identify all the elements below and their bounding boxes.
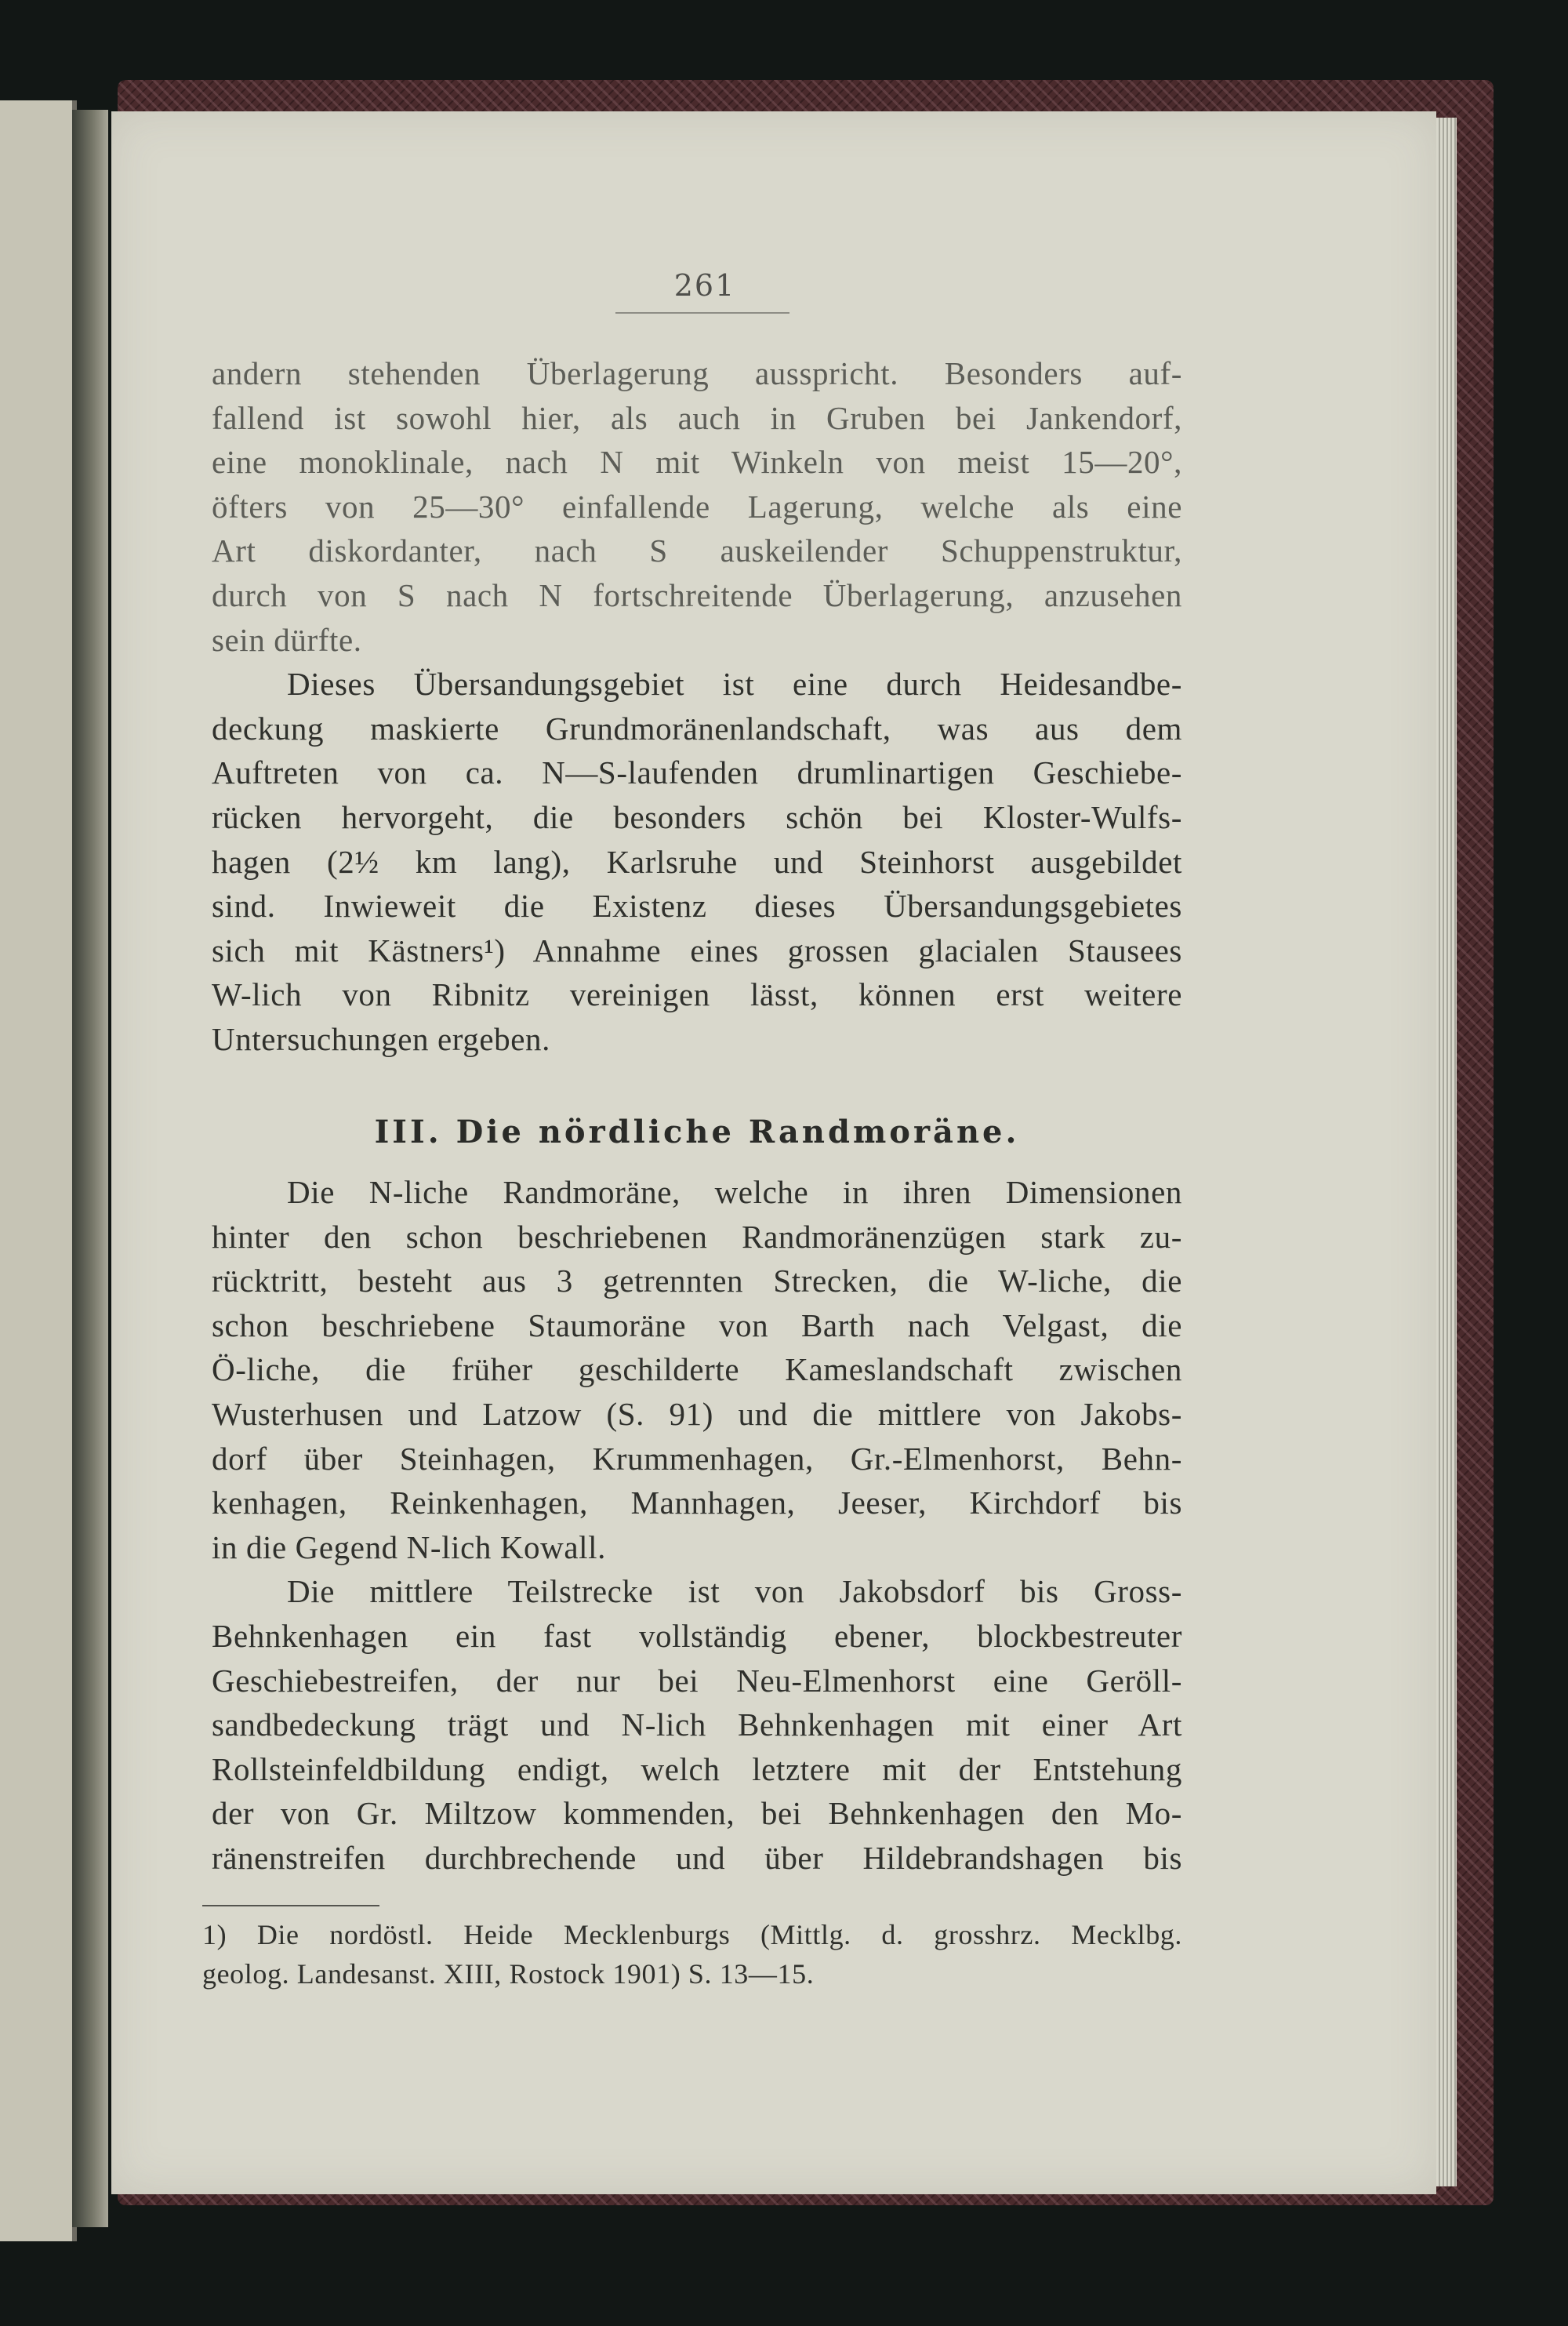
page-number: 261 [673,268,736,303]
text-line: schon beschriebene Staumoräne von Barth nach Velgast, die [212,1307,1182,1343]
text-line: rücktritt, besteht aus 3 getrennten Strecken, die W-liche, die [212,1263,1182,1299]
text-line: ränenstreifen durchbrechende und über Hildebrandshagen bis [212,1839,1182,1876]
text-line: Art diskordanter, nach S auskeilender Schuppenstruktur, [212,532,1182,569]
footnote-line: 1) Die nordöstl. Heide Mecklenburgs (Mittlg. d. grosshrz. Mecklbg. [202,1919,1182,1950]
text-line: der von Gr. Miltzow kommenden, bei Behnkenhagen den Mo- [212,1795,1182,1832]
text-line: Rollsteinfeldbildung endigt, welch letztere mit der Entstehung [212,1750,1182,1787]
section-heading: III. Die nördliche Randmoräne. [374,1114,1020,1150]
text-line: Die mittlere Teilstrecke ist von Jakobsdorf bis Gross- [287,1573,1182,1610]
footnote-rule [202,1905,379,1906]
book-gutter [72,110,108,2227]
text-block-top [212,351,1182,1062]
text-line: sich mit Kästners¹) Annahme eines grossen glacialen Stausees [212,932,1182,969]
footnote-line: geolog. Landesanst. XIII, Rostock 1901) S. 13—15. [202,1958,815,1990]
text-line: Wusterhusen und Latzow (S. 91) und die mittlere von Jakobs- [212,1395,1182,1432]
text-line: kenhagen, Reinkenhagen, Mannhagen, Jeeser, Kirchdorf bis [212,1485,1182,1521]
text-line: rücken hervorgeht, die besonders schön bei Kloster-Wulfs- [212,798,1182,835]
text-line: eine monoklinale, nach N mit Winkeln von meist 15—20°, [212,444,1182,481]
footnote [202,1915,1182,1993]
text-line: hagen (2½ km lang), Karlsruhe und Steinhorst ausgebildet [212,843,1182,880]
text-line: Geschiebestreifen, der nur bei Neu-Elmenhorst eine Geröll- [212,1662,1182,1699]
text-line: fallend ist sowohl hier, als auch in Gruben bei Jankendorf, [212,399,1182,436]
text-line: W-lich von Ribnitz vereinigen lässt, können erst weitere [212,976,1182,1013]
facing-page-edge [0,100,77,2241]
text-line: sein dürfte. [212,621,362,658]
text-line: Ö-liche, die früher geschilderte Kameslandschaft zwischen [212,1351,1182,1388]
text-line: durch von S nach N fortschreitende Überlagerung, anzusehen [212,576,1182,613]
text-line: Dieses Übersandungsgebiet ist eine durch Heidesandbe- [287,666,1182,703]
text-line: Behnkenhagen ein fast vollständig ebener, blockbestreuter [212,1617,1182,1654]
text-line: dorf über Steinhagen, Krummenhagen, Gr.-Elmenhorst, Behn- [212,1440,1182,1477]
text-line: sandbedeckung trägt und N-lich Behnkenhagen mit einer Art [212,1706,1182,1743]
text-line: Die N-liche Randmoräne, welche in ihren Dimensionen [287,1174,1182,1210]
text-line: Auftreten von ca. N—S-laufenden drumlinartigen Geschiebe- [212,754,1182,791]
text-line: deckung maskierte Grundmoränenlandschaft, was aus dem [212,710,1182,747]
page-number-rule [615,312,789,314]
text-line: sind. Inwieweit die Existenz dieses Übersandungsgebietes [212,888,1182,925]
text-line: andern stehenden Überlagerung ausspricht. Besonders auf- [212,355,1182,391]
text-line: öfters von 25—30° einfallende Lagerung, welche als eine [212,488,1182,525]
text-line: Untersuchungen ergeben. [212,1020,551,1057]
text-block-bottom [212,1170,1182,1881]
text-line: hinter den schon beschriebenen Randmoränenzügen stark zu- [212,1218,1182,1255]
text-line: in die Gegend N-lich Kowall. [212,1528,606,1565]
